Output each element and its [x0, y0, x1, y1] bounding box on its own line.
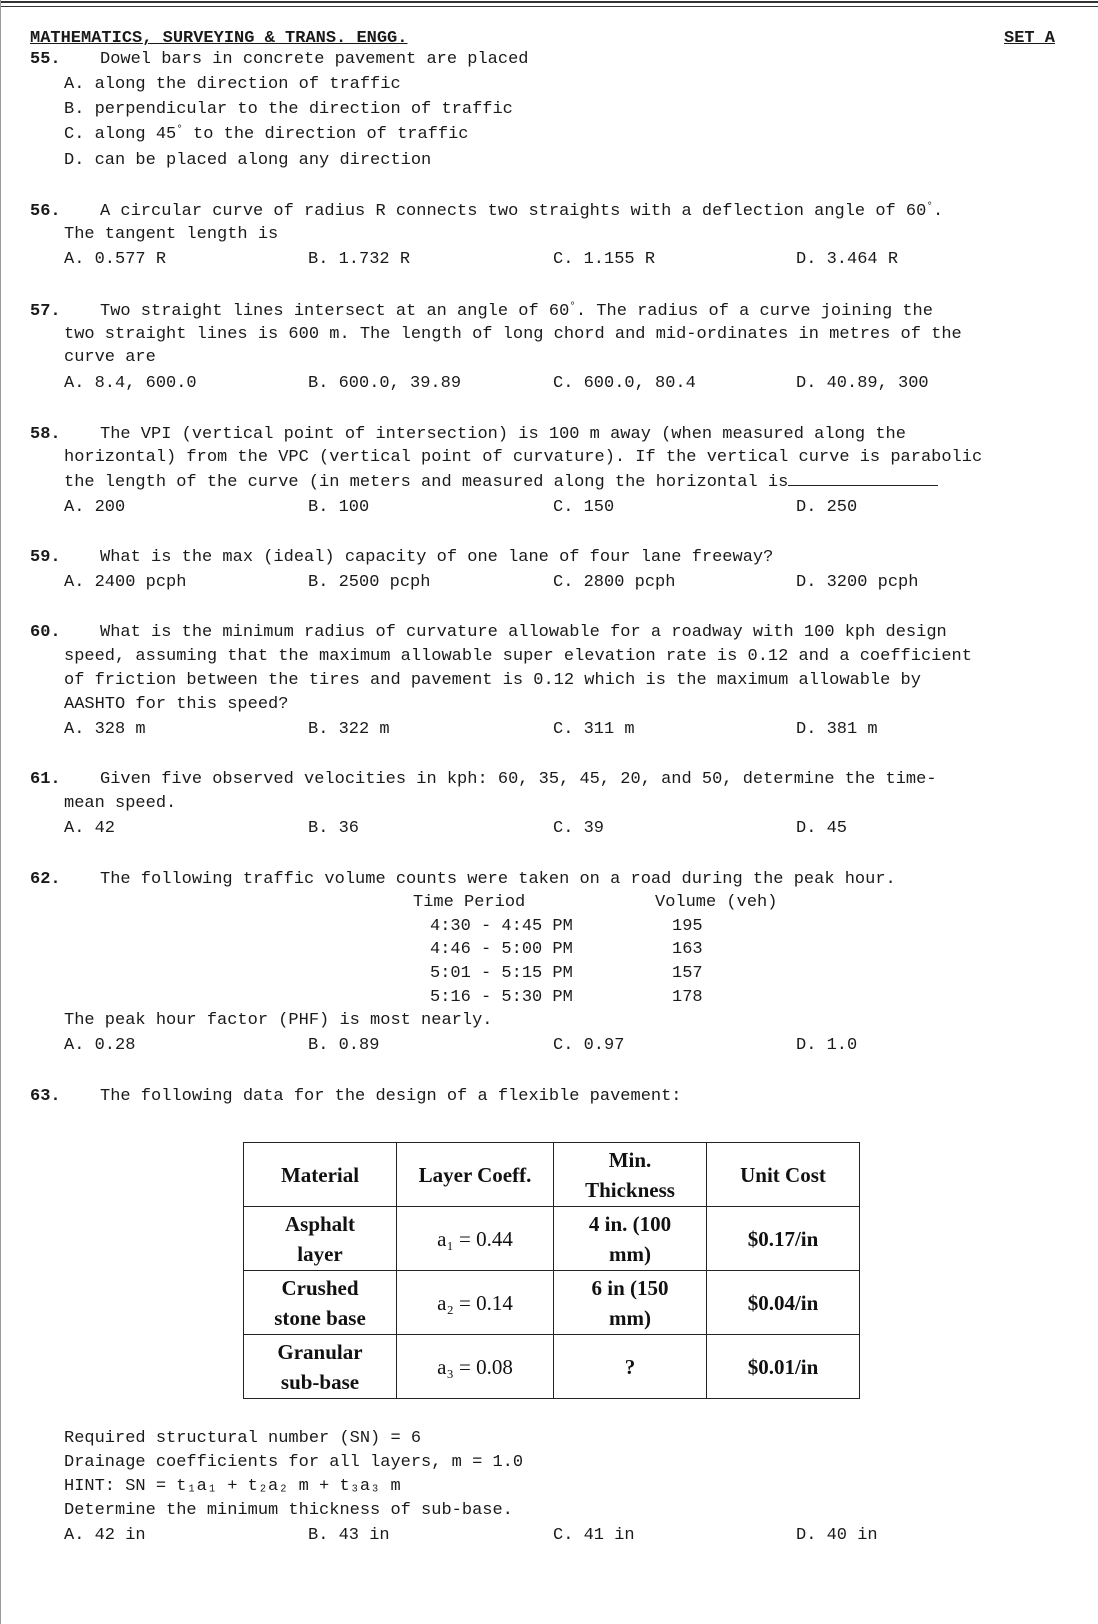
choice-c[interactable]: C. 39	[553, 819, 605, 838]
question-number: 61.	[30, 770, 61, 789]
question-number: 58.	[30, 425, 61, 444]
question-number: 56.	[30, 202, 61, 221]
top-rule-thin	[0, 6, 1098, 7]
choice-d[interactable]: D. can be placed along any direction	[64, 151, 432, 170]
choice-d[interactable]: D. 381 m	[796, 720, 878, 739]
material-cell: Crushed stone base	[244, 1271, 397, 1335]
table-row	[244, 1271, 860, 1335]
coeff-cell: a₃ = 0.08	[397, 1335, 554, 1399]
question-text-line: What is the max (ideal) capacity of one lane of four lane freeway?	[100, 548, 774, 567]
question-text-line: A circular curve of radius R connects two straights with a deflection angle of 60°.	[100, 201, 944, 221]
coeff-cell: a₂ = 0.14	[397, 1271, 554, 1335]
choice-b[interactable]: B. 1.732 R	[308, 250, 411, 269]
time-period-cell: 5:16 - 5:30 PM	[430, 988, 573, 1007]
min-thickness-header: Min. Thickness	[554, 1143, 707, 1207]
material-cell: Granular sub-base	[244, 1335, 397, 1399]
choice-d[interactable]: D. 40 in	[796, 1526, 878, 1545]
choice-a[interactable]: A. 42 in	[64, 1526, 146, 1545]
question-text-line: Determine the minimum thickness of sub-base.	[64, 1501, 513, 1520]
choice-b[interactable]: B. 600.0, 39.89	[308, 374, 462, 393]
question-text-line: What is the minimum radius of curvature allowable for a roadway with 100 kph design	[100, 623, 947, 642]
cost-cell: $0.04/in	[707, 1271, 860, 1335]
question-text-line: of friction between the tires and pavement is 0.12 which is the maximum allowable by	[64, 671, 921, 690]
question-text-line: The following traffic volume counts were taken on a road during the peak hour.	[100, 870, 896, 889]
question-text-line: AASHTO for this speed?	[64, 695, 289, 714]
choice-a[interactable]: A. 2400 pcph	[64, 573, 187, 592]
table-header-row	[244, 1143, 860, 1207]
thickness-cell: 6 in (150 mm)	[554, 1271, 707, 1335]
time-period-cell: 5:01 - 5:15 PM	[430, 964, 573, 983]
choice-b[interactable]: B. 2500 pcph	[308, 573, 431, 592]
choice-a[interactable]: A. 328 m	[64, 720, 146, 739]
coeff-cell: a₁ = 0.44	[397, 1207, 554, 1271]
thickness-cell: 4 in. (100 mm)	[554, 1207, 707, 1271]
question-text: Dowel bars in concrete pavement are placed	[100, 50, 529, 69]
volume-cell: 195	[672, 917, 703, 936]
choice-a[interactable]: A. 8.4, 600.0	[64, 374, 197, 393]
time-period-cell: 4:46 - 5:00 PM	[430, 940, 573, 959]
unit-cost-header: Unit Cost	[707, 1143, 860, 1207]
layer-coeff-header: Layer Coeff.	[397, 1143, 554, 1207]
question-text-line: mean speed.	[64, 794, 177, 813]
material-cell: Asphalt layer	[244, 1207, 397, 1271]
choice-d[interactable]: D. 40.89, 300	[796, 374, 929, 393]
answer-blank	[788, 471, 938, 486]
question-number: 57.	[30, 302, 61, 321]
choice-d[interactable]: D. 250	[796, 498, 858, 517]
choice-b[interactable]: B. 0.89	[308, 1036, 380, 1055]
question-text-line: horizontal) from the VPC (vertical point of curvature). If the vertical curve is parabolic	[64, 448, 983, 467]
table-row	[244, 1335, 860, 1399]
volume-header: Volume (veh)	[655, 893, 778, 912]
question-number: 63.	[30, 1087, 61, 1106]
table-row	[244, 1207, 860, 1271]
choice-c[interactable]: C. along 45° to the direction of traffic	[64, 124, 469, 144]
time-period-cell: 4:30 - 4:45 PM	[430, 917, 573, 936]
choice-d[interactable]: D. 3.464 R	[796, 250, 899, 269]
question-text-line: The peak hour factor (PHF) is most nearly.	[64, 1011, 493, 1030]
question-text-line: the length of the curve (in meters and measured along the horizontal is	[64, 471, 938, 494]
choice-b[interactable]: B. 36	[308, 819, 360, 838]
cost-cell: $0.17/in	[707, 1207, 860, 1271]
choice-b[interactable]: B. 100	[308, 498, 370, 517]
question-text-line: two straight lines is 600 m. The length of long chord and mid-ordinates in metres of the	[64, 325, 962, 344]
volume-cell: 178	[672, 988, 703, 1007]
choice-c[interactable]: C. 41 in	[553, 1526, 635, 1545]
question-text-line: Given five observed velocities in kph: 60, 35, 45, 20, and 50, determine the time-	[100, 770, 937, 789]
choice-c[interactable]: C. 2800 pcph	[553, 573, 676, 592]
choice-c[interactable]: C. 311 m	[553, 720, 635, 739]
question-text-line: The tangent length is	[64, 225, 279, 244]
choice-c[interactable]: C. 0.97	[553, 1036, 625, 1055]
choice-c[interactable]: C. 150	[553, 498, 615, 517]
pavement-data-table	[243, 1142, 860, 1399]
hint-line: HINT: SN = t₁a₁ + t₂a₂ m + t₃a₃ m	[64, 1477, 401, 1496]
choice-c[interactable]: C. 600.0, 80.4	[553, 374, 696, 393]
choice-b[interactable]: B. 322 m	[308, 720, 390, 739]
question-number: 62.	[30, 870, 61, 889]
material-header: Material	[244, 1143, 397, 1207]
choice-d[interactable]: D. 45	[796, 819, 848, 838]
top-rule	[0, 1, 1098, 3]
choice-a[interactable]: A. along the direction of traffic	[64, 75, 401, 94]
question-number: 55.	[30, 50, 61, 69]
thickness-cell: ?	[554, 1335, 707, 1399]
choice-d[interactable]: D. 3200 pcph	[796, 573, 919, 592]
choice-a[interactable]: A. 0.577 R	[64, 250, 167, 269]
choice-c[interactable]: C. 1.155 R	[553, 250, 656, 269]
question-text-line: Two straight lines intersect at an angle of 60°. The radius of a curve joining the	[100, 301, 933, 321]
volume-cell: 157	[672, 964, 703, 983]
cost-cell: $0.01/in	[707, 1335, 860, 1399]
time-period-header: Time Period	[413, 893, 526, 912]
subject-header: MATHEMATICS, SURVEYING & TRANS. ENGG.	[30, 29, 408, 48]
left-edge-line	[0, 0, 1, 1624]
choice-b[interactable]: B. 43 in	[308, 1526, 390, 1545]
question-text-line: Required structural number (SN) = 6	[64, 1429, 422, 1448]
set-label: SET A	[1004, 29, 1056, 48]
volume-cell: 163	[672, 940, 703, 959]
question-text-line: Drainage coefficients for all layers, m = 1.0	[64, 1453, 524, 1472]
question-number: 59.	[30, 548, 61, 567]
question-text-line: The VPI (vertical point of intersection) is 100 m away (when measured along the	[100, 425, 906, 444]
question-text-line: The following data for the design of a flexible pavement:	[100, 1087, 682, 1106]
choice-a[interactable]: A. 200	[64, 498, 126, 517]
question-text-line: curve are	[64, 348, 156, 367]
choice-a[interactable]: A. 42	[64, 819, 116, 838]
choice-b[interactable]: B. perpendicular to the direction of traffic	[64, 100, 513, 119]
choice-a[interactable]: A. 0.28	[64, 1036, 136, 1055]
choice-d[interactable]: D. 1.0	[796, 1036, 858, 1055]
question-number: 60.	[30, 623, 61, 642]
question-text-line: speed, assuming that the maximum allowable super elevation rate is 0.12 and a coefficient	[64, 647, 972, 666]
